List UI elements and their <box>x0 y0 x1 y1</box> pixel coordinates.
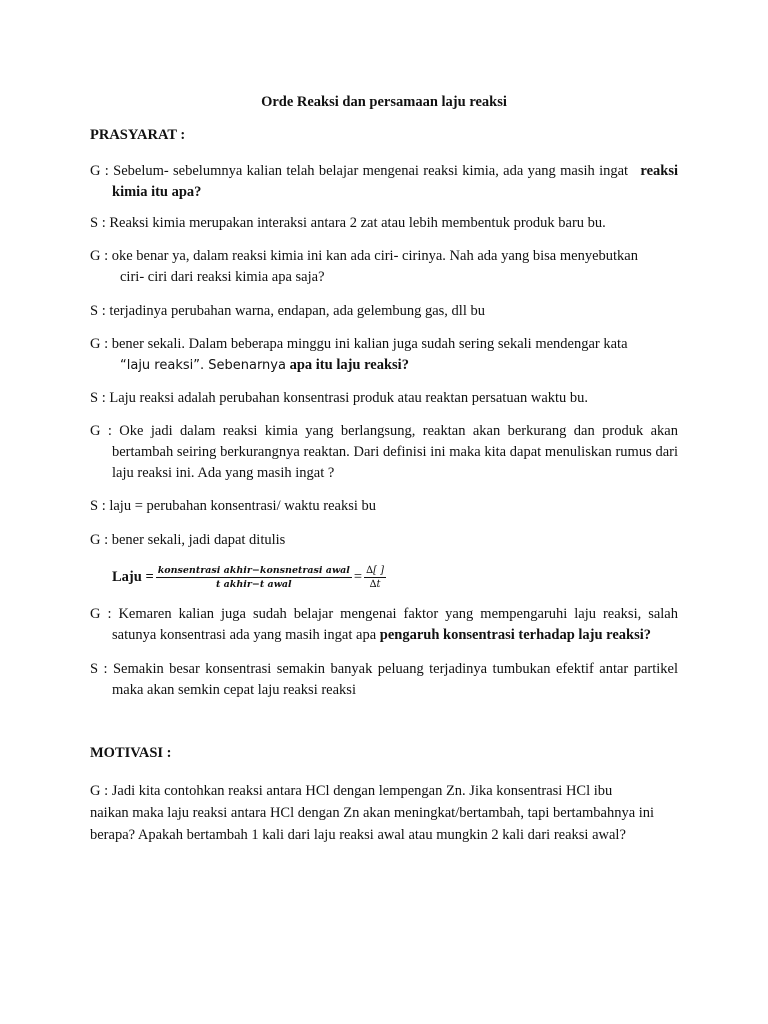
formula-main-fraction <box>156 565 352 590</box>
formula-equals: = <box>353 568 363 585</box>
dialogue-g-6-text: G : Kemaren kalian juga sudah belajar mengenai faktor yang mempengaruhi laju reaksi, salah satunya konsentrasi ada yang masih ingat apa <box>90 606 678 643</box>
dialogue-s-5: S : Semakin besar konsentrasi semakin banyak peluang terjadinya tumbukan efektif antar partikel maka akan semkin cepat laju reaksi reaksi <box>90 661 678 698</box>
dialogue-g-1-bold: reaksi kimia itu apa? <box>112 163 679 200</box>
dialogue-s-2: S : terjadinya perubahan warna, endapan, ada gelembung gas, dll bu <box>90 303 485 319</box>
prasyarat-heading: PRASYARAT : <box>90 127 186 143</box>
dialogue-s-1: S : Reaksi kimia merupakan interaksi antara 2 zat atau lebih membentuk produk baru bu. <box>90 215 606 231</box>
formula-delta-fraction <box>364 565 386 590</box>
rate-formula <box>112 560 388 594</box>
dialogue-g-3 <box>90 334 678 376</box>
dialogue-g-3-quote: “laju reaksi”. Sebenarnya <box>120 358 286 373</box>
dialogue-g-1-text: G : Sebelum- sebelumnya kalian telah belajar mengenai reaksi kimia, ada yang masih ingat <box>90 163 629 179</box>
dialogue-g-6-bold: pengaruh konsentrasi terhadap laju reaksi? <box>379 627 652 643</box>
dialogue-g-2-line2: ciri- ciri dari reaksi kimia apa saja? <box>120 269 325 285</box>
dialogue-g-4: G : Oke jadi dalam reaksi kimia yang berlangsung, reaktan akan berkurang dan produk akan bertambah seiring berkurangnya reaktan. Dari definisi ini maka kita dapat menuliskan rumus dari laju reaksi ini. Ada yang masih ingat ? <box>90 423 678 481</box>
dialogue-g-7-line3: berapa? Apakah bertambah 1 kali dari laju reaksi awal atau mungkin 2 kali dari reaksi awal? <box>90 827 626 843</box>
motivasi-heading: MOTIVASI : <box>90 745 172 761</box>
dialogue-g-5: G : bener sekali, jadi dapat ditulis <box>90 532 286 548</box>
dialogue-s-3: S : Laju reaksi adalah perubahan konsentrasi produk atau reaktan persatuan waktu bu. <box>90 390 589 406</box>
formula-delta-denominator: ∆t <box>369 578 381 590</box>
formula-delta-numerator: ∆[ ] <box>366 564 385 576</box>
dialogue-g-7-line1: G : Jadi kita contohkan reaksi antara HCl dengan lempengan Zn. Jika konsentrasi HCl ibu <box>90 783 613 799</box>
dialogue-g-3-line1: G : bener sekali. Dalam beberapa minggu ini kalian juga sudah sering sekali mendengar kata <box>90 336 628 352</box>
dialogue-g-7 <box>90 780 678 846</box>
formula-numerator: konsentrasi akhir−konsnetrasi awal <box>157 564 350 576</box>
formula-label: Laju = <box>112 568 154 585</box>
dialogue-g-2-line1: G : oke benar ya, dalam reaksi kimia ini kan ada ciri- cirinya. Nah ada yang bisa menyebutkan <box>90 248 638 264</box>
document-title: Orde Reaksi dan persamaan laju reaksi <box>261 94 507 110</box>
dialogue-g-2 <box>90 246 678 288</box>
dialogue-g-7-line2: naikan maka laju reaksi antara HCl dengan Zn akan meningkat/bertambah, tapi bertambahnya ini <box>90 805 655 821</box>
dialogue-g-1 <box>90 161 678 203</box>
dialogue-s-4: S : laju = perubahan konsentrasi/ waktu reaksi bu <box>90 498 377 514</box>
dialogue-g-6 <box>90 604 678 646</box>
dialogue-g-3-bold: apa itu laju reaksi? <box>289 357 409 373</box>
formula-denominator: t akhir−t awal <box>215 578 292 590</box>
